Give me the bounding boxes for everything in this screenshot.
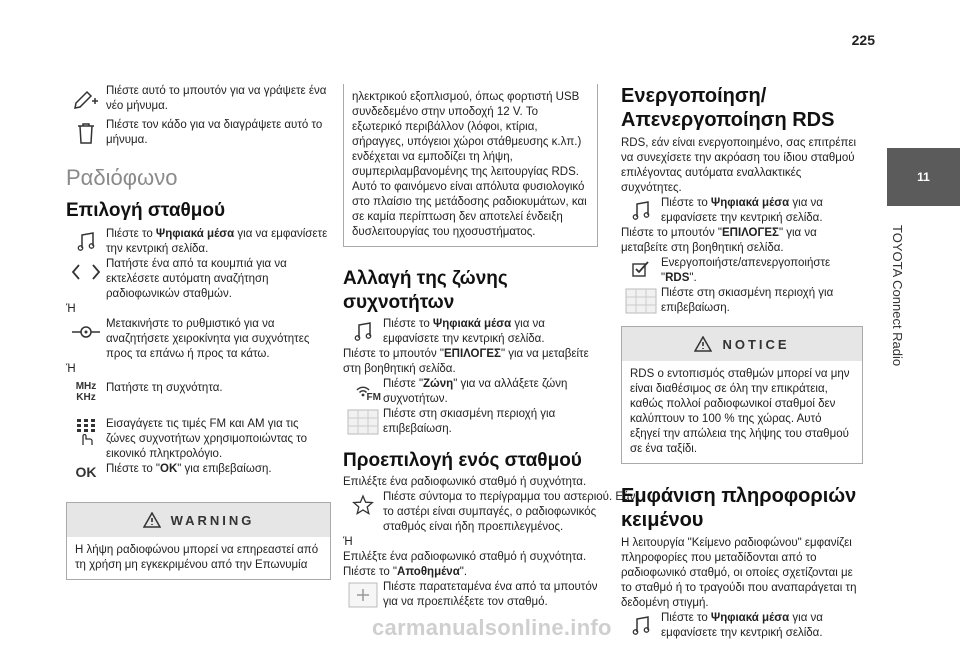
new-message-text: Πιέστε αυτό το μπουτόν για να γράψετε ένα νέο μήνυμα. (106, 85, 327, 112)
rds-step-media-pre: Πιέστε το (661, 197, 711, 209)
preset-saved-pre: Πιέστε το " (343, 566, 398, 578)
step-seek-row (66, 257, 331, 302)
band-step-options-bold: ΕΠΙΛΟΓΕΣ (443, 348, 501, 360)
trash-icon (66, 118, 106, 148)
star-outline-icon (343, 490, 383, 520)
band-step-options-post: " για να μεταβείτε στη βοηθητική σελίδα. (343, 348, 589, 375)
chevron-left-right-icon (66, 257, 106, 287)
keypad-hand-icon (66, 417, 106, 447)
subheading-text-info-line1: Εμφάνιση πληροφοριών (621, 485, 857, 507)
notice-header (622, 327, 862, 361)
step-keyboard-text: Εισαγάγετε τις τιμές FM και AM για τις ζώνες συχνοτήτων χρησιμοποιώντας το εικονικό πληκτρολόγιο. (106, 418, 308, 460)
preset-button-icon (343, 580, 383, 610)
warning-header (67, 503, 330, 537)
warning-box (66, 502, 331, 580)
step-ok-post: " για επιβεβαίωση. (177, 463, 272, 475)
subheading-preset: Προεπιλογή ενός σταθμού (343, 450, 582, 471)
music-note-icon (621, 611, 661, 641)
preset-longpress-row (343, 580, 598, 610)
notice-title: NOTICE (722, 336, 790, 352)
band-step-media-bold: Ψηφιακά μέσα (432, 318, 512, 330)
new-message-row (66, 84, 331, 118)
band-step-zone-row (343, 377, 598, 407)
text-step-media-post: για να εμφανίσετε την κεντρική σελίδα. (661, 612, 823, 639)
rds-step-media-bold: Ψηφιακά μέσα (710, 197, 790, 209)
notice-triangle-icon (694, 336, 712, 352)
music-note-icon (621, 196, 661, 226)
rds-intro-text: RDS, εάν είναι ενεργοποιημένο, σας επιτρέπει να συνεχίσετε την ακρόαση του ίδιου σταθμού επιλέγοντας αυτόματα εναλλακτικές συχνότητες. (621, 137, 857, 194)
preset-select-text-2: Επιλέξτε ένα ραδιοφωνικό σταθμό ή συχνότητα. (343, 551, 587, 563)
band-step-media-pre: Πιέστε το (383, 318, 433, 330)
preset-star-row (343, 490, 636, 535)
chapter-title (890, 225, 930, 425)
text-step-media-bold: Ψηφιακά μέσα (710, 612, 790, 624)
step-media-text-pre: Πιέστε το (106, 228, 156, 240)
column-3 (621, 84, 863, 641)
step-frequency-text: Πατήστε τη συχνότητα. (106, 382, 223, 394)
band-step-options-pre: Πιέστε το μπουτόν " (343, 348, 444, 360)
section-title-radio: Ραδιόφωνο (66, 165, 178, 190)
step-ok-bold: OK (160, 463, 178, 475)
step-seek-text: Πατήστε ένα από τα κουμπιά για να εκτελέσετε αυτόματη αναζήτηση ραδιοφωνικών σταθμών. (106, 258, 287, 300)
preset-longpress-text: Πιέστε παρατεταμένα ένα από τα μπουτόν για να προεπιλέξετε τον σταθμό. (383, 581, 598, 608)
rds-step-toggle-row (621, 256, 863, 286)
step-ok-pre: Πιέστε το " (106, 463, 161, 475)
warning-triangle-icon (143, 512, 161, 528)
rds-step-confirm-text: Πιέστε στη σκιασμένη περιοχή για επιβεβαίωση. (661, 287, 834, 314)
preset-saved-bold: Αποθημένα (397, 566, 460, 578)
slider-icon (66, 317, 106, 347)
notice-box (621, 326, 863, 464)
band-step-zone-bold: Ζώνη (423, 378, 454, 390)
band-step-media-post: για να εμφανίσετε την κεντρική σελίδα. (383, 318, 545, 345)
warning-continuation-box (343, 84, 598, 247)
notice-text: RDS ο εντοπισμός σταθμών μπορεί να μην είναι διαθέσιμος σε όλη την επικράτεια, καθώς πολλοί ραδιοφωνικοί σταθμοί δεν καλύπτουν το 100 % της χώρας. Αυτό εξηγεί την απώλεια της λήψης του σταθμού σε ένα ταξίδι. (630, 368, 850, 455)
step-slider-text: Μετακινήστε το ρυθμιστικό για να αναζητήσετε χειροκίνητα για συχνότητες προς τα επάνω ή προς τα κάτω. (106, 318, 310, 360)
preset-star-text: Πιέστε σύντομα το περίγραμμα του αστεριού. Εάν το αστέρι είναι συμπαγές, ο ραδιοφωνικός σταθμός είναι ήδη προεπιλεγμένος. (383, 491, 636, 533)
or-separator: Ή (66, 363, 76, 375)
step-ok-row (66, 462, 331, 482)
music-note-icon (66, 227, 106, 257)
text-step-media-row (621, 611, 863, 641)
preset-select-text: Επιλέξτε ένα ραδιοφωνικό σταθμό ή συχνότητα. (343, 476, 587, 488)
watermark: carmanualsonline.info (372, 615, 612, 640)
mhz-khz-icon (66, 381, 106, 403)
rds-step-confirm-row (621, 286, 863, 316)
rds-step-toggle-bold: RDS (665, 272, 690, 284)
delete-message-text: Πιέστε τον κάδο για να διαγράψετε αυτό το μήνυμα. (106, 119, 323, 146)
rds-step-toggle-pre: Ενεργοποιήστε/απενεργοποιήστε " (661, 257, 831, 284)
step-media-bold: Ψηφιακά μέσα (155, 228, 235, 240)
music-note-icon (343, 317, 383, 347)
mhz-label: MHz (75, 381, 97, 392)
chapter-title-text: TOYOTA Connect Radio (890, 225, 905, 367)
shaded-area-icon (343, 407, 383, 437)
rds-step-media-post: για να εμφανίσετε την κεντρική σελίδα. (661, 197, 823, 224)
ok-icon: OK (75, 463, 97, 480)
subheading-rds-line1: Ενεργοποίηση/ (621, 85, 767, 107)
band-step-zone-post: " για να αλλάξετε ζώνη συχνοτήτων. (383, 378, 568, 405)
warning-continuation-text: ηλεκτρικού εξοπλισμού, όπως φορτιστή USB συνδεδεμένο στην υποδοχή 12 V. Το εξωτερικό περιβάλλον (λόφοι, κτίρια, σήραγγες, υπόγειοι χώροι στάθμευσης κ.λπ.) ενδέχεται να εμποδίζει τη λήψη, συμπεριλαμβανομένης της λειτουργίας RDS. Αυτό το φαινόμενο είναι απόλυτα φυσιολογικό στο πλαίσιο της μετάδοσης ραδιοκυμάτων, και σε καμία περίπτωση δεν αποτελεί ένδειξη δυσλειτουργίας του ηχοσυστήματος. (352, 91, 587, 238)
text-info-intro: Η λειτουργία "Κείμενο ραδιοφώνου" εμφανίζει πληροφορίες που μεταδίδονται από το ραδιοφωνικό σταθμό, οι οποίες σχετίζονται με το σταθμό ή το τραγούδι που αναπαράγεται τη δεδομένη στιγμή. (621, 537, 857, 609)
rds-step-options-pre: Πιέστε το μπουτόν " (621, 227, 722, 239)
preset-saved-post: ". (459, 566, 468, 578)
step-media-row (66, 227, 331, 257)
rds-step-media-row (621, 196, 863, 226)
page-number: 225 (851, 32, 875, 48)
text-step-media-pre: Πιέστε το (661, 612, 711, 624)
checkbox-icon (621, 256, 661, 282)
khz-label: KHz (76, 392, 96, 403)
step-media-text-post: για να εμφανίσετε την κεντρική σελίδα. (106, 228, 328, 255)
pencil-icon (66, 84, 106, 114)
delete-message-row (66, 118, 331, 158)
subheading-station-select: Επιλογή σταθμού (66, 200, 226, 221)
band-step-media-row (343, 317, 598, 347)
or-separator: Ή (66, 303, 76, 315)
subheading-band-change: Αλλαγή της ζώνης συχνοτήτων (343, 268, 508, 313)
rds-step-toggle-post: ". (689, 272, 697, 284)
column-2 (343, 84, 636, 610)
shaded-area-icon (621, 286, 661, 316)
step-frequency-row (66, 381, 331, 413)
column-1 (66, 84, 331, 580)
chapter-tab: 11 (887, 148, 960, 206)
step-keyboard-row (66, 417, 331, 462)
step-slider-row (66, 317, 331, 362)
warning-title: WARNING (170, 512, 255, 528)
band-step-confirm-text: Πιέστε στη σκιασμένη περιοχή για επιβεβαίωση. (383, 408, 556, 435)
band-step-zone-pre: Πιέστε " (383, 378, 424, 390)
warning-text: Η λήψη ραδιοφώνου μπορεί να επηρεαστεί από τη χρήση μη εγκεκριμένου από την Επωνυμία (75, 544, 319, 571)
radio-fm-icon (343, 377, 383, 407)
rds-step-options-bold: ΕΠΙΛΟΓΕΣ (721, 227, 779, 239)
fm-label: FM (366, 392, 381, 403)
subheading-text-info-line2: κειμένου (621, 509, 704, 531)
subheading-rds-line2: Απενεργοποίηση RDS (621, 109, 835, 131)
band-step-confirm-row (343, 407, 598, 437)
rds-step-options-post: " για να μεταβείτε στη βοηθητική σελίδα. (621, 227, 817, 254)
or-separator: Ή (343, 536, 353, 548)
